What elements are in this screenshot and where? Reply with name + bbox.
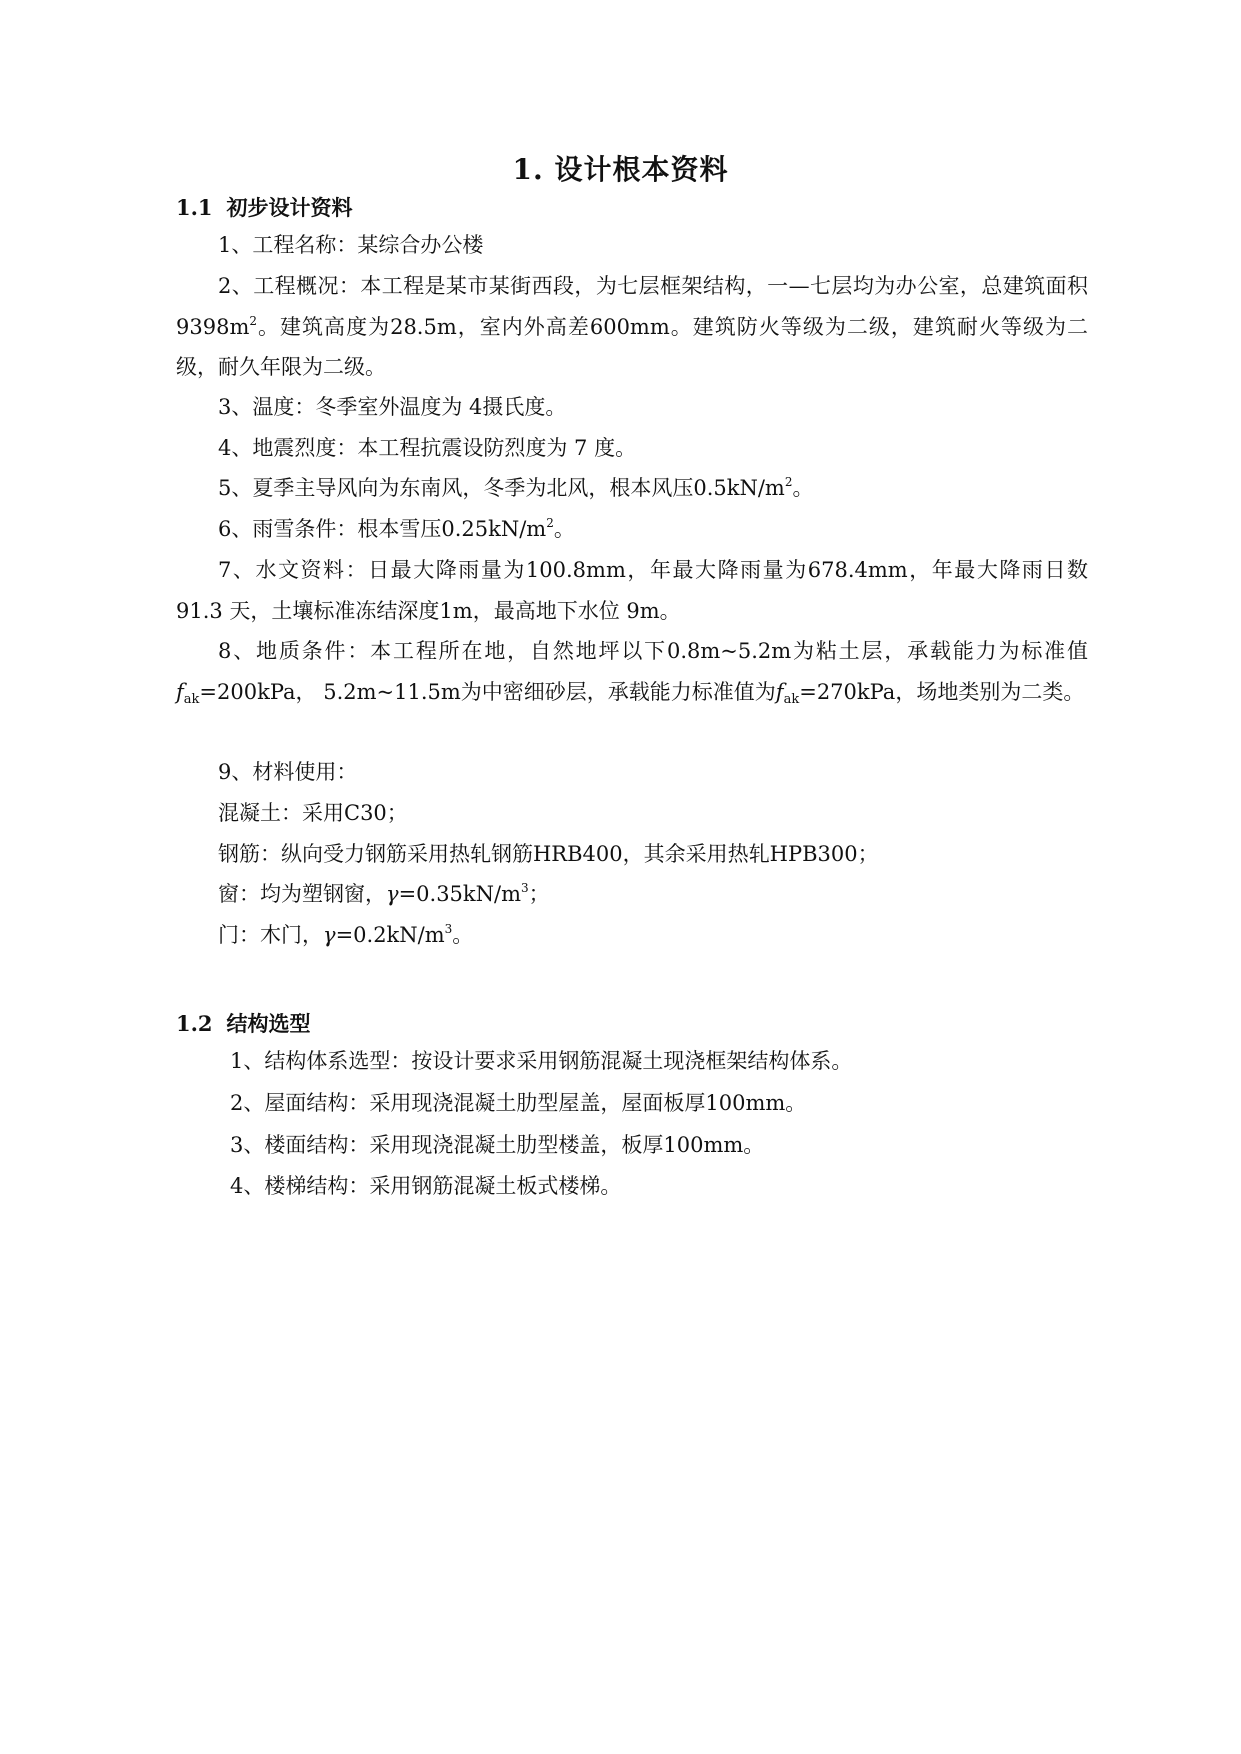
item-structure-system: 1、结构体系选型：按设计要求采用钢筋混凝土现浇框架结构体系。: [230, 1049, 853, 1073]
item-geology: [176, 631, 1088, 712]
superscript: 2: [546, 516, 554, 530]
subscript: ak: [183, 691, 200, 707]
section-heading-1-1: [176, 192, 353, 222]
symbol: f: [775, 679, 784, 704]
item-hydrology: 7、水文资料：日最大降雨量为100.8mm，年最大降雨量为678.4mm，年最大降雨日数 91.3 天，土壤标准冻结深度1m，最高地下水位 9m。: [176, 558, 1088, 623]
text: 窗：均为塑钢窗，: [218, 882, 386, 906]
item-snow: [176, 509, 1088, 550]
text: 。建筑高度为28.5m，室内外高差600mm。建筑防火等级为二级，建筑耐火等级为二级，耐久年限为二级。: [176, 314, 1088, 379]
text: =200kPa， 5.2m~11.5m为中密细砂层，承载能力标准值为: [199, 679, 776, 704]
text: 2、工程概况：本工程是某市某街西段，为七层框架结构，一—七层均为办公室，总建筑面积9398m: [176, 274, 1088, 339]
item-seismic: 4、地震烈度：本工程抗震设防烈度为 7 度。: [218, 436, 637, 460]
section-title: 结构选型: [226, 1011, 311, 1036]
text: 6、雨雪条件：根本雪压0.25kN/m: [218, 517, 547, 541]
item-wind: [176, 468, 1088, 509]
item-floor-structure: 3、楼面结构：采用现浇混凝土肋型楼盖，板厚100mm。: [230, 1133, 765, 1157]
material-concrete: 混凝土：采用C30；: [218, 801, 408, 825]
text: =270kPa，场地类别为二类。: [799, 679, 1085, 704]
text: 。: [792, 476, 814, 500]
material-door: [176, 915, 1088, 956]
text: 8、地质条件：本工程所在地，自然地坪以下0.8m~5.2m为粘土层，承载能力为标准值: [218, 639, 1088, 663]
symbol: γ: [323, 923, 336, 947]
text: 5、夏季主导风向为东南风，冬季为北风，根本风压0.5kN/m: [218, 476, 785, 500]
symbol: γ: [386, 882, 399, 906]
section-title: 初步设计资料: [226, 195, 353, 220]
item-roof-structure: 2、屋面结构：采用现浇混凝土肋型屋盖，屋面板厚100mm。: [230, 1091, 807, 1115]
item-temperature: 3、温度：冬季室外温度为 4摄氏度。: [218, 395, 567, 419]
section-number: 1.1: [176, 195, 213, 220]
text: =0.35kN/m: [398, 882, 522, 906]
item-project-name: 1、工程名称：某综合办公楼: [218, 233, 484, 257]
item-materials: 9、材料使用：: [218, 760, 358, 784]
text: =0.2kN/m: [335, 923, 445, 947]
superscript: 3: [444, 922, 453, 936]
text: ；: [528, 882, 550, 906]
text: 。: [553, 517, 575, 541]
material-window: [176, 874, 1088, 915]
text: 。: [452, 923, 474, 947]
material-rebar: 钢筋：纵向受力钢筋采用热轧钢筋HRB400，其余采用热轧HPB300；: [218, 842, 879, 866]
page-title: 1. 设计根本资料: [512, 153, 729, 186]
item-project-overview: [176, 266, 1088, 388]
section-number: 1.2: [176, 1011, 213, 1036]
section-heading-1-2: [176, 1008, 311, 1038]
item-stair-structure: 4、楼梯结构：采用钢筋混凝土板式楼梯。: [230, 1174, 622, 1198]
subscript: ak: [783, 691, 800, 707]
superscript: 2: [784, 475, 793, 489]
symbol: f: [176, 679, 184, 704]
text: 门：木门，: [218, 923, 323, 947]
superscript: 2: [249, 313, 257, 328]
superscript: 3: [521, 881, 529, 895]
